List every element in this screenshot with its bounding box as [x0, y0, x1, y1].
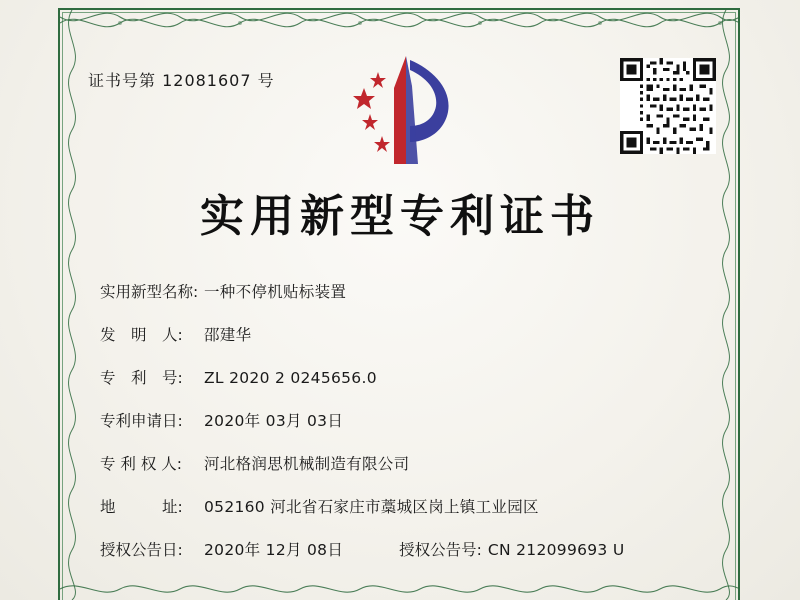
ornament-left-band [60, 10, 84, 600]
field-value-utility-model-name: 一种不停机贴标装置 [204, 283, 347, 301]
certificate-fields [100, 280, 710, 581]
field-label-grant-date: 授权公告日: [100, 541, 183, 559]
page-title: 实用新型专利证书 [200, 191, 600, 242]
field-row-application-date [100, 409, 710, 431]
field-label-grant-number: 授权公告号: [399, 541, 482, 559]
field-value-patent-number: ZL 2020 2 0245656.0 [204, 369, 377, 387]
qr-code [620, 58, 716, 154]
field-value-patentee: 河北格润思机械制造有限公司 [204, 455, 410, 473]
field-row-inventor [100, 323, 710, 345]
certificate-number: 证书号第 12081607 号 [88, 71, 275, 90]
ornament-top-band [60, 10, 740, 36]
field-value-grant-number: CN 212099693 U [487, 541, 625, 559]
field-label-utility-model-name: 实用新型名称: [100, 283, 199, 301]
field-row-patent-number [100, 366, 710, 388]
field-row-address [100, 495, 710, 517]
field-label-patentee: 专 利 权 人: [100, 455, 183, 473]
field-value-address: 052160 河北省石家庄市藁城区岗上镇工业园区 [204, 498, 539, 516]
field-label-address: 地 址: [100, 498, 183, 516]
ornament-right-band [714, 10, 738, 600]
field-row-patentee [100, 452, 710, 474]
field-row-utility-model-name [100, 280, 710, 302]
field-value-application-date: 2020年 03月 03日 [204, 412, 344, 430]
patent-office-logo [348, 52, 458, 164]
field-label-patent-number: 专 利 号: [100, 369, 183, 387]
field-label-application-date: 专利申请日: [100, 412, 183, 430]
field-row-grant [100, 538, 710, 560]
field-label-inventor: 发 明 人: [100, 326, 183, 344]
field-value-grant-date: 2020年 12月 08日 [204, 541, 344, 559]
ornament-bottom-band [60, 578, 740, 600]
field-value-inventor: 邵建华 [204, 326, 252, 344]
